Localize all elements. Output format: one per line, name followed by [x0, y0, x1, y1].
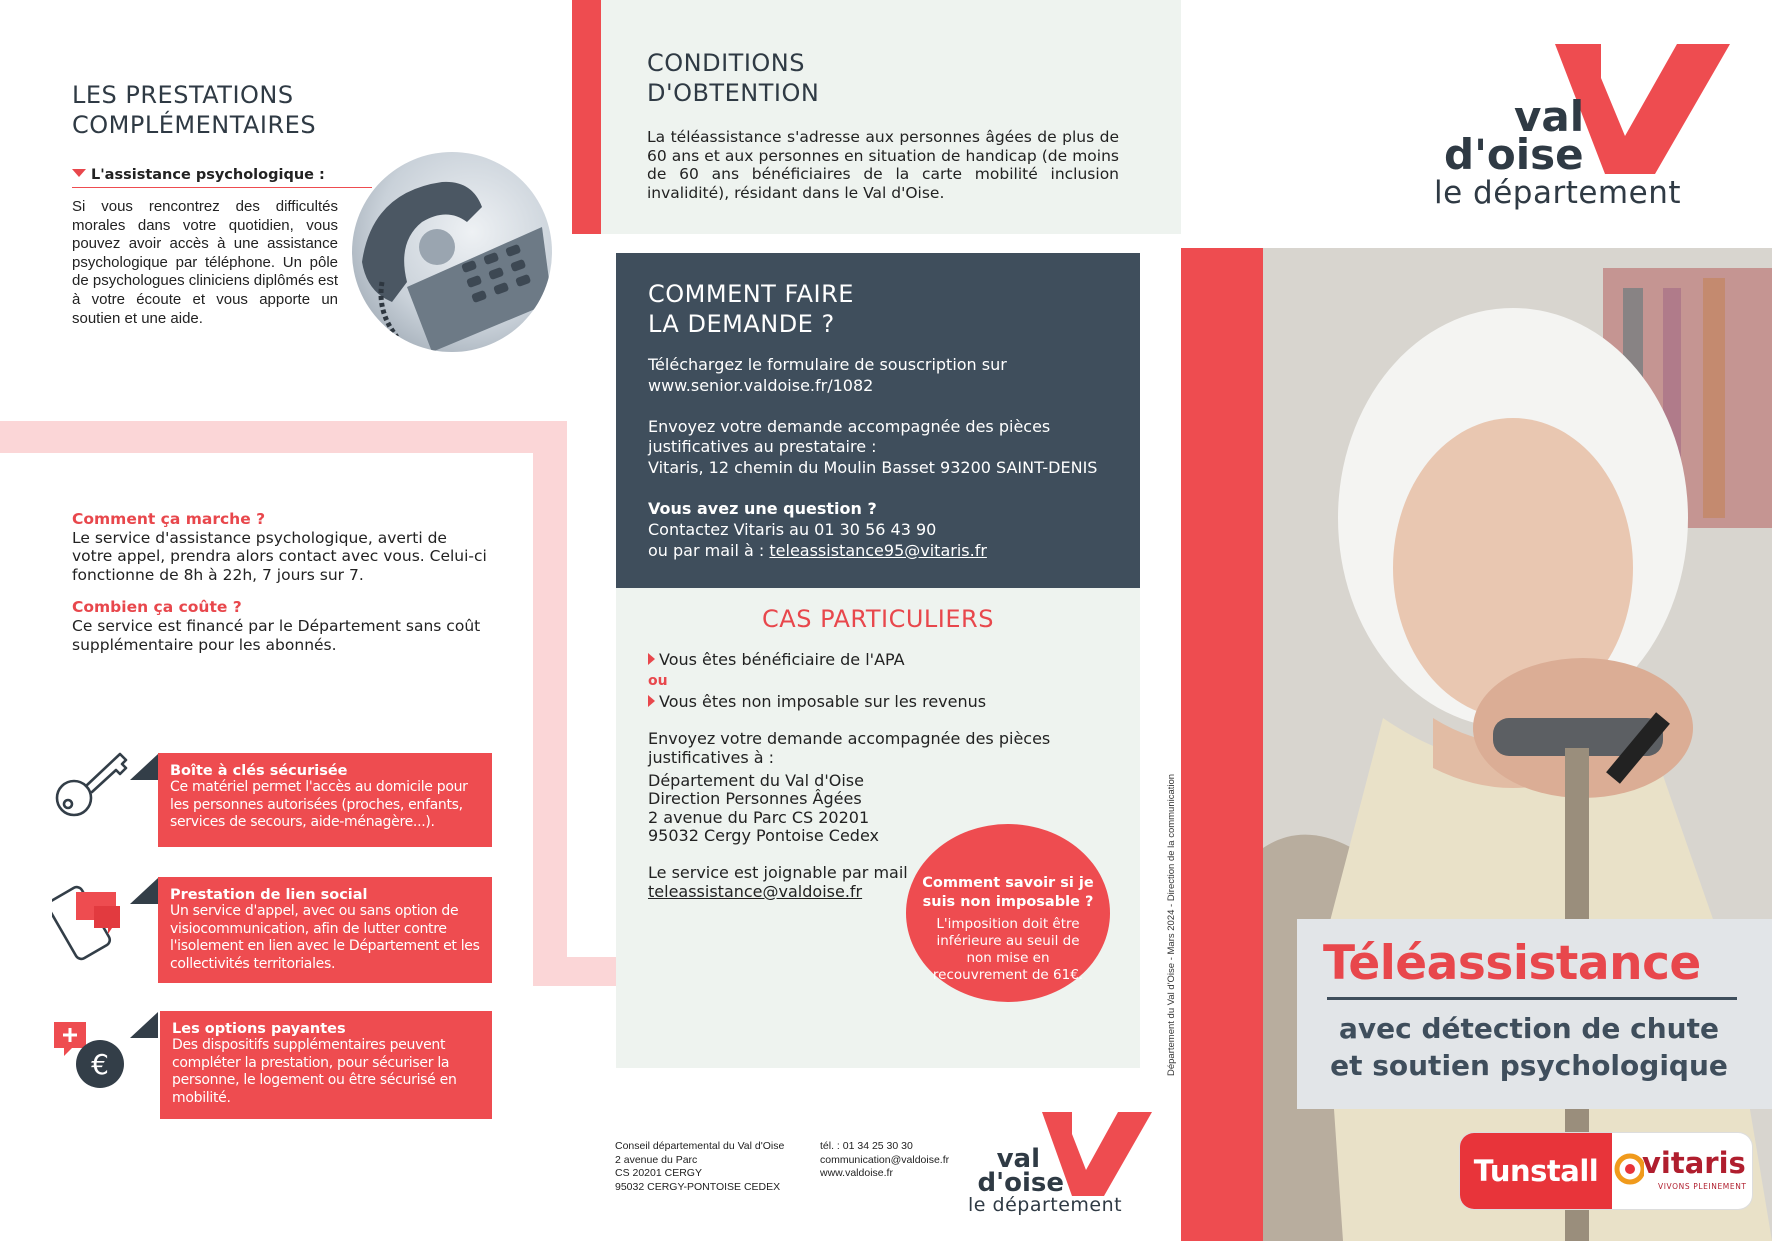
conditions-title-line1: CONDITIONS — [647, 49, 805, 77]
vertical-credit-text: Département du Val d'Oise - Mars 2024 - Direction de la communication — [1166, 773, 1177, 1076]
conditions-red-bar — [572, 0, 601, 234]
footer-contact — [820, 1140, 980, 1181]
cover-title-card — [1297, 919, 1772, 1109]
request-title-line2: LA DEMANDE ? — [648, 310, 835, 338]
psy-text: Si vous rencontrez des difficultés morales dans votre quotidien, vous pouvez avoir accès à une assistance psychologique par téléphone. Un pôle de psychologues cliniciens diplômés est à votre écoute et vous apporte un soutien et une aide. — [72, 198, 338, 327]
question-line2-prefix: ou par mail à : — [648, 540, 770, 560]
phone-illustration — [352, 152, 552, 352]
left-section-title — [72, 80, 316, 140]
cost-text: Ce service est financé par le Département sans coût supplémentaire pour les abonnés. — [72, 616, 481, 654]
footer-left-line4: 95032 CERGY-PONTOISE CEDEX — [615, 1180, 781, 1193]
vitaris-logo-text: vitaris — [1642, 1146, 1746, 1180]
how-heading: Comment ça marche ? — [72, 510, 266, 528]
caret-right-icon — [648, 695, 655, 707]
service-key-tab — [130, 754, 158, 780]
footer-left-line2: 2 avenue du Parc — [615, 1153, 698, 1166]
service-key-text: Ce matériel permet l'accès au domicile pour les personnes autorisées (proches, enfants, services de secours, aide-ménagère...). — [170, 779, 468, 830]
psy-heading — [72, 164, 372, 188]
key-icon — [52, 748, 132, 820]
service-options-tab — [130, 1012, 158, 1038]
conditions-text: La téléassistance s'adresse aux personnes âgées de plus de 60 ans et aux personnes en situation de handicap (de moins de 60 ans bénéficiaires de la carte mobilité inclusion invalidité), résidant dans le Val d'Oise. — [647, 128, 1119, 202]
vitaris-logo — [1612, 1133, 1752, 1209]
tunstall-logo-text: Tunstall — [1473, 1154, 1599, 1188]
svg-text:€: € — [91, 1048, 109, 1081]
cover-divider — [1327, 997, 1737, 1000]
footer-logo — [966, 1112, 1156, 1216]
special-list — [648, 650, 1108, 712]
service-options-box — [160, 1011, 492, 1119]
footer-website[interactable]: www.valdoise.fr — [820, 1167, 893, 1179]
request-section — [616, 253, 1140, 588]
vertical-credit — [1166, 712, 1178, 1076]
header-logo — [1430, 44, 1730, 210]
how-it-works — [72, 510, 492, 654]
valdoise-email-link[interactable]: teleassistance@valdoise.fr — [648, 881, 863, 901]
question-line1: Contactez Vitaris au 01 30 56 43 90 — [648, 519, 937, 539]
imposable-bubble — [906, 824, 1110, 1002]
triangle-down-icon — [72, 169, 86, 177]
conditions-title-line2: D'OBTENTION — [647, 79, 820, 107]
service-social-box — [158, 877, 492, 983]
service-social-title: Prestation de lien social — [170, 887, 368, 903]
special-title: CAS PARTICULIERS — [762, 605, 994, 633]
cover-title: Téléassistance — [1323, 936, 1701, 991]
service-key-title: Boîte à clés sécurisée — [170, 763, 348, 779]
special-cases-section — [616, 588, 1140, 1068]
how-text: Le service d'assistance psychologique, averti de votre appel, prendra alors contact avec vous. Celui-ci fonctionne de 8h à 22h, 7 jours sur 7. — [72, 528, 487, 584]
footer-email[interactable]: communication@valdoise.fr — [820, 1153, 950, 1166]
cover-subtitle-line2: et soutien psychologique — [1330, 1049, 1728, 1082]
service-options-title: Les options payantes — [172, 1021, 346, 1037]
question-heading: Vous avez une question ? — [648, 498, 877, 518]
footer-left-line1: Conseil départemental du Val d'Oise — [615, 1140, 785, 1152]
request-body — [648, 355, 1108, 561]
vitaris-mark-icon — [1614, 1149, 1644, 1189]
cost-heading: Combien ça coûte ? — [72, 598, 242, 617]
service-social-text: Un service d'appel, avec ou sans option de visiocommunication, afin de lutter contre l'isolement en lien avec le Département et les collectivités territoriales. — [170, 903, 480, 972]
pink-frame-right — [533, 421, 567, 961]
question-line2 — [648, 541, 1108, 562]
footer-logo-dept: le département — [968, 1194, 1123, 1216]
footer-logo-doise: d'oise — [977, 1168, 1064, 1198]
caret-right-icon — [648, 653, 655, 665]
footer-logo-val: val — [996, 1144, 1040, 1174]
vitaris-tagline: VIVONS PLEINEMENT — [1658, 1182, 1747, 1191]
request-p2-line1: Envoyez votre demande accompagnée des pièces — [648, 416, 1051, 436]
footer-left-line3: CS 20201 CERGY — [615, 1167, 702, 1179]
cover-red-bar — [1181, 248, 1263, 1241]
cover-subtitle — [1323, 1010, 1735, 1084]
phone-chat-icon — [52, 872, 138, 972]
header-logo-doise: d'oise — [1444, 130, 1584, 179]
request-p1-line2: www.senior.valdoise.fr/1082 — [648, 375, 874, 395]
conditions-title — [647, 48, 1135, 108]
header-logo-dept: le département — [1434, 175, 1682, 211]
request-title — [648, 279, 1108, 339]
special-p1-line2: justificatives à : — [648, 747, 775, 767]
service-options-text: Des dispositifs supplémentaires peuvent compléter la prestation, pour sécuriser la personne, le logement ou être sécurisé en mobilité. — [172, 1037, 457, 1106]
footer-address — [615, 1140, 815, 1194]
euro-plus-icon — [52, 1008, 132, 1088]
header-logo-val: val — [1514, 92, 1585, 141]
special-item1-text: Vous êtes bénéficiaire de l'APA — [659, 650, 905, 669]
request-title-line1: COMMENT FAIRE — [648, 280, 854, 308]
special-item2 — [648, 692, 1108, 713]
conditions-section — [601, 0, 1181, 234]
cover-subtitle-line1: avec détection de chute — [1338, 1012, 1719, 1045]
special-item1 — [648, 650, 1108, 671]
telephone-photo — [352, 152, 552, 352]
request-p2-line2: justificatives au prestataire : — [648, 437, 877, 457]
address-line1: Département du Val d'Oise — [648, 770, 864, 790]
bubble-title: Comment savoir si je suis non imposable ? — [922, 875, 1094, 910]
service-social-tab — [130, 878, 158, 904]
special-item2-text: Vous êtes non imposable sur les revenus — [659, 691, 987, 711]
address-line4: 95032 Cergy Pontoise Cedex — [648, 826, 879, 846]
pink-frame-top — [0, 421, 567, 453]
left-title-line1: LES PRESTATIONS — [72, 81, 294, 109]
left-title-line2: COMPLÉMENTAIRES — [72, 111, 317, 139]
pink-frame-bottom — [533, 957, 616, 986]
service-line: Le service est joignable par mail — [648, 862, 908, 882]
special-or: ou — [648, 672, 668, 689]
request-p2-line3: Vitaris, 12 chemin du Moulin Basset 93200 SAINT-DENIS — [648, 458, 1098, 478]
special-p1-line1: Envoyez votre demande accompagnée des pièces — [648, 729, 1051, 749]
tunstall-logo — [1460, 1133, 1612, 1209]
service-key-box — [158, 753, 492, 847]
bubble-text: L'imposition doit être inférieure au seuil de non mise en recouvrement de 61€. — [932, 916, 1084, 984]
psy-heading-text: L'assistance psychologique : — [91, 167, 325, 183]
address-line2: Direction Personnes Âgées — [648, 789, 862, 809]
vitaris-email-link[interactable]: teleassistance95@vitaris.fr — [769, 540, 987, 560]
request-p1-line1: Téléchargez le formulaire de souscription sur — [648, 355, 1007, 374]
footer-phone: tél. : 01 34 25 30 30 — [820, 1140, 913, 1152]
address-line3: 2 avenue du Parc CS 20201 — [648, 807, 870, 827]
